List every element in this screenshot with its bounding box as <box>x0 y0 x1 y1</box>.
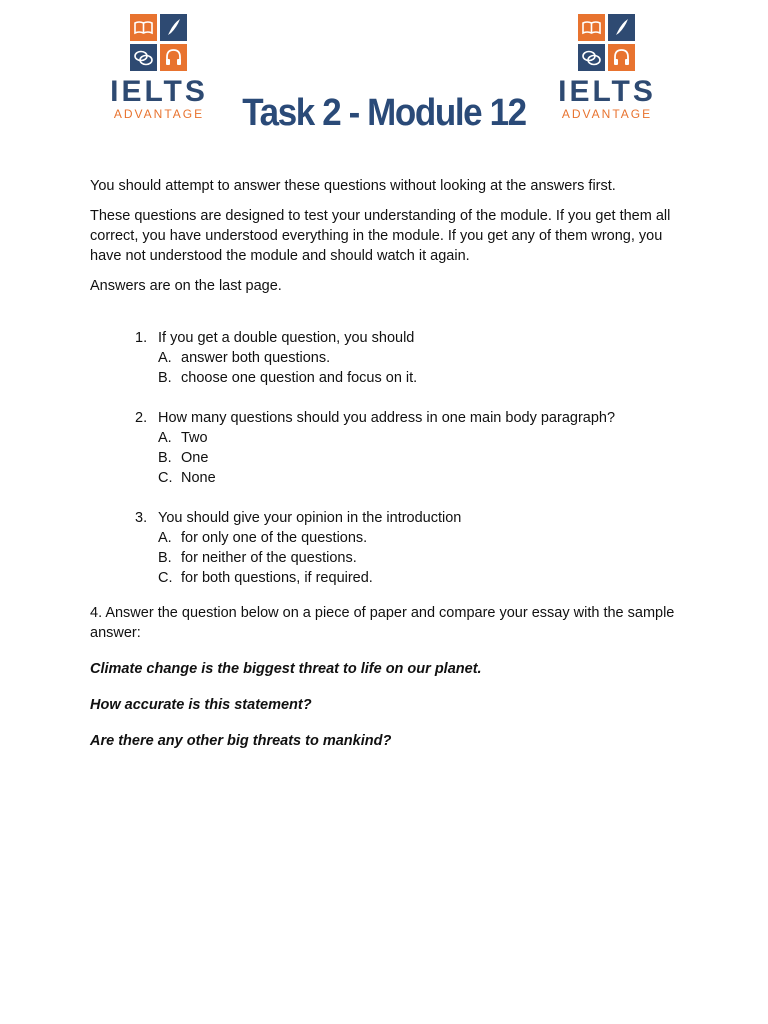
logo-tagline: ADVANTAGE <box>561 107 653 121</box>
question-number: 2. <box>135 410 148 426</box>
pen-icon <box>160 14 187 41</box>
question-1 <box>135 328 690 388</box>
option-letter: C. <box>158 570 173 586</box>
option-text: Two <box>181 430 208 446</box>
option-letter: B. <box>158 370 172 386</box>
speech-bubbles-icon <box>130 44 157 71</box>
logo-tagline: ADVANTAGE <box>113 107 205 121</box>
logo-icon-grid <box>578 14 636 72</box>
option-text: One <box>181 450 209 466</box>
question-number: 3. <box>135 510 148 526</box>
answer-option <box>158 528 690 548</box>
essay-prompt-question: Are there any other big threats to mankind? <box>90 733 392 749</box>
option-letter: B. <box>158 550 172 566</box>
answer-option <box>158 468 690 488</box>
option-text: None <box>181 470 216 486</box>
page-title: Task 2 - Module 12 <box>242 92 526 134</box>
answer-option <box>158 348 690 368</box>
essay-prompt-question: How accurate is this statement? <box>90 697 312 713</box>
intro-paragraph: These questions are designed to test your understanding of the module. If you get them all correct, you have understood everything in the module. If you get any of them wrong, you have not understood the module and should watch it again. <box>90 208 671 264</box>
pen-icon <box>608 14 635 41</box>
option-text: for both questions, if required. <box>181 570 373 586</box>
option-letter: C. <box>158 470 173 486</box>
answer-option <box>158 448 690 468</box>
answer-option <box>158 548 690 568</box>
document-body <box>90 176 690 751</box>
question-stem <box>135 508 690 528</box>
book-icon <box>130 14 157 41</box>
question-text: If you get a double question, you should <box>158 330 415 346</box>
option-letter: A. <box>158 430 172 446</box>
answer-option <box>158 568 690 588</box>
question-number: 1. <box>135 330 148 346</box>
headphones-icon <box>160 44 187 71</box>
question-stem <box>135 408 690 428</box>
option-text: for neither of the questions. <box>181 550 357 566</box>
intro-paragraph: Answers are on the last page. <box>90 278 282 294</box>
headphones-icon <box>608 44 635 71</box>
task-4-instruction: 4. Answer the question below on a piece of paper and compare your essay with the sample answer: <box>90 605 675 641</box>
essay-prompt-statement: Climate change is the biggest threat to life on our planet. <box>90 661 482 677</box>
question-2 <box>135 408 690 488</box>
question-text: You should give your opinion in the introduction <box>158 510 462 526</box>
option-letter: A. <box>158 530 172 546</box>
intro-paragraph: You should attempt to answer these questions without looking at the answers first. <box>90 178 616 194</box>
answer-option <box>158 428 690 448</box>
question-3 <box>135 508 690 588</box>
option-text: answer both questions. <box>181 350 331 366</box>
speech-bubbles-icon <box>578 44 605 71</box>
question-list <box>135 328 690 588</box>
option-letter: B. <box>158 450 172 466</box>
logo-wordmark: IELTS <box>558 75 656 108</box>
question-text: How many questions should you address in one main body paragraph? <box>158 410 616 426</box>
logo-wordmark: IELTS <box>110 75 208 108</box>
question-stem <box>135 328 690 348</box>
book-icon <box>578 14 605 41</box>
option-text: for only one of the questions. <box>181 530 368 546</box>
option-text: choose one question and focus on it. <box>181 370 418 386</box>
logo-icon-grid <box>130 14 188 72</box>
option-letter: A. <box>158 350 172 366</box>
answer-option <box>158 368 690 388</box>
